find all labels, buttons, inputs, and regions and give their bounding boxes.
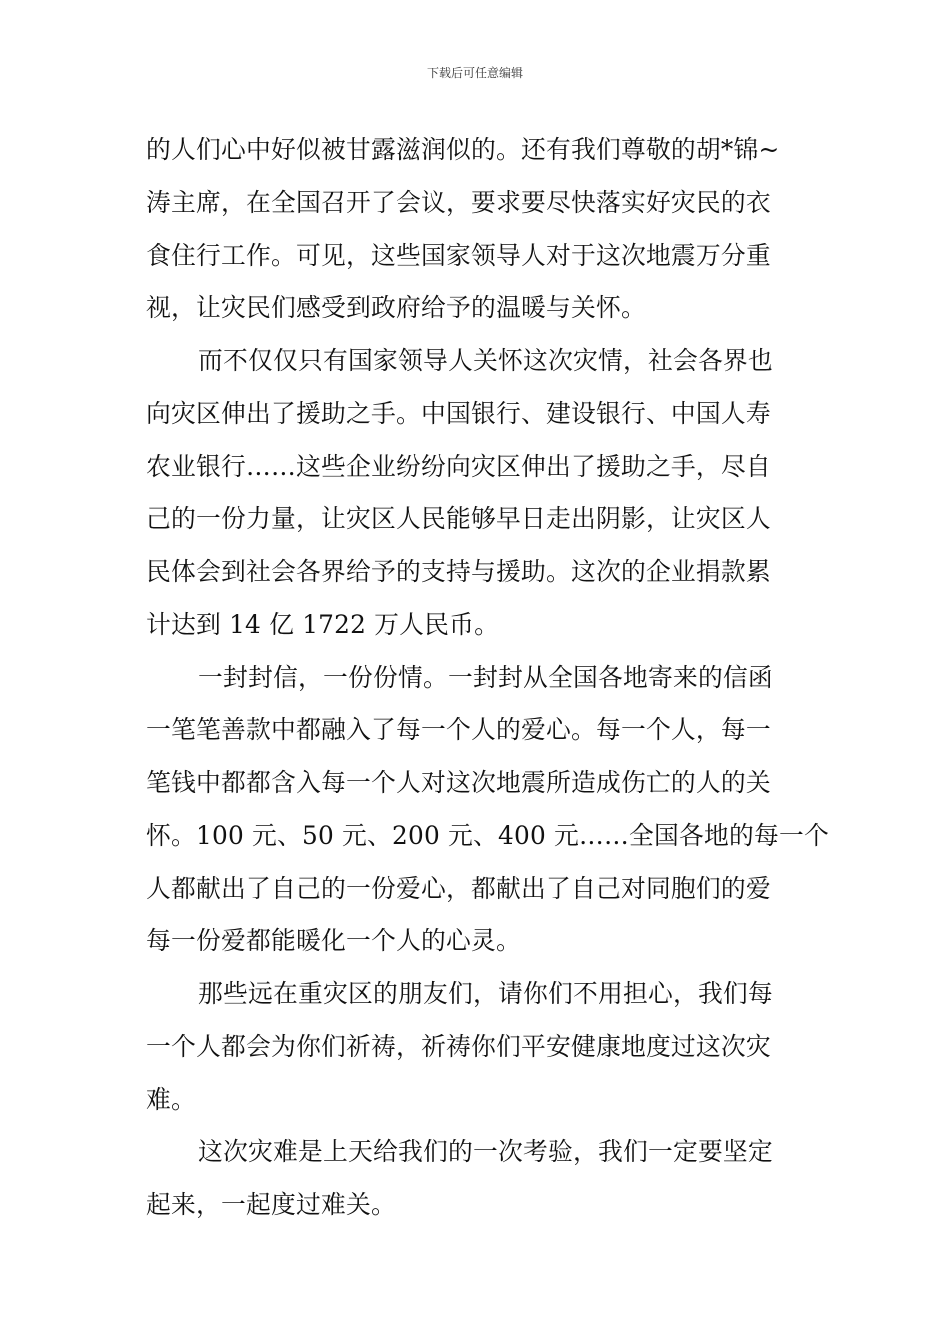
page-header: 下载后可任意编辑 xyxy=(426,66,523,80)
paragraph-first-line: 而不仅仅只有国家领导人关怀这次灾情，社会各界也 xyxy=(198,346,773,375)
text-line: 笔钱中都都含入每一个人对这次地震所造成伤亡的人的关 xyxy=(146,768,771,797)
text-line: 民体会到社会各界给予的支持与援助。这次的企业捐款累 xyxy=(146,557,771,586)
paragraph-first-line: 那些远在重灾区的朋友们，请你们不用担心，我们每 xyxy=(198,979,773,1008)
text-line: 怀。100 元、50 元、200 元、400 元……全国各地的每一个 xyxy=(146,820,830,850)
paragraph-first-line: 一封封信，一份份情。一封封从全国各地寄来的信函 xyxy=(198,662,773,692)
text-line: 一个人都会为你们祈祷，祈祷你们平安健康地度过这次灾 xyxy=(146,1031,771,1061)
text-line: 人都献出了自己的一份爱心，都献出了自己对同胞们的爱 xyxy=(146,873,771,903)
document-body xyxy=(146,124,830,1232)
text-line: 向灾区伸出了援助之手。中国银行、建设银行、中国人寿 xyxy=(146,398,771,428)
text-line: 每一份爱都能暖化一个人的心灵。 xyxy=(146,926,521,956)
text-line: 农业银行……这些企业纷纷向灾区伸出了援助之手，尽自 xyxy=(146,451,771,481)
text-line: 涛主席，在全国召开了会议，要求要尽快落实好灾民的衣 xyxy=(146,187,771,217)
text-line: 一笔笔善款中都融入了每一个人的爱心。每一个人，每一 xyxy=(146,715,771,745)
text-line: 视，让灾民们感受到政府给予的温暖与关怀。 xyxy=(146,293,646,323)
text-line: 的人们心中好似被甘露滋润似的。还有我们尊敬的胡*锦~ xyxy=(146,135,780,164)
paragraph-first-line: 这次灾难是上天给我们的一次考验，我们一定要坚定 xyxy=(198,1137,773,1167)
text-line: 难。 xyxy=(146,1084,196,1114)
text-line: 食住行工作。可见，这些国家领导人对于这次地震万分重 xyxy=(146,240,771,270)
text-line: 起来，一起度过难关。 xyxy=(146,1190,396,1219)
text-line: 计达到 14 亿 1722 万人民币。 xyxy=(146,609,500,639)
text-line: 己的一份力量，让灾区人民能够早日走出阴影，让灾区人 xyxy=(146,504,771,534)
